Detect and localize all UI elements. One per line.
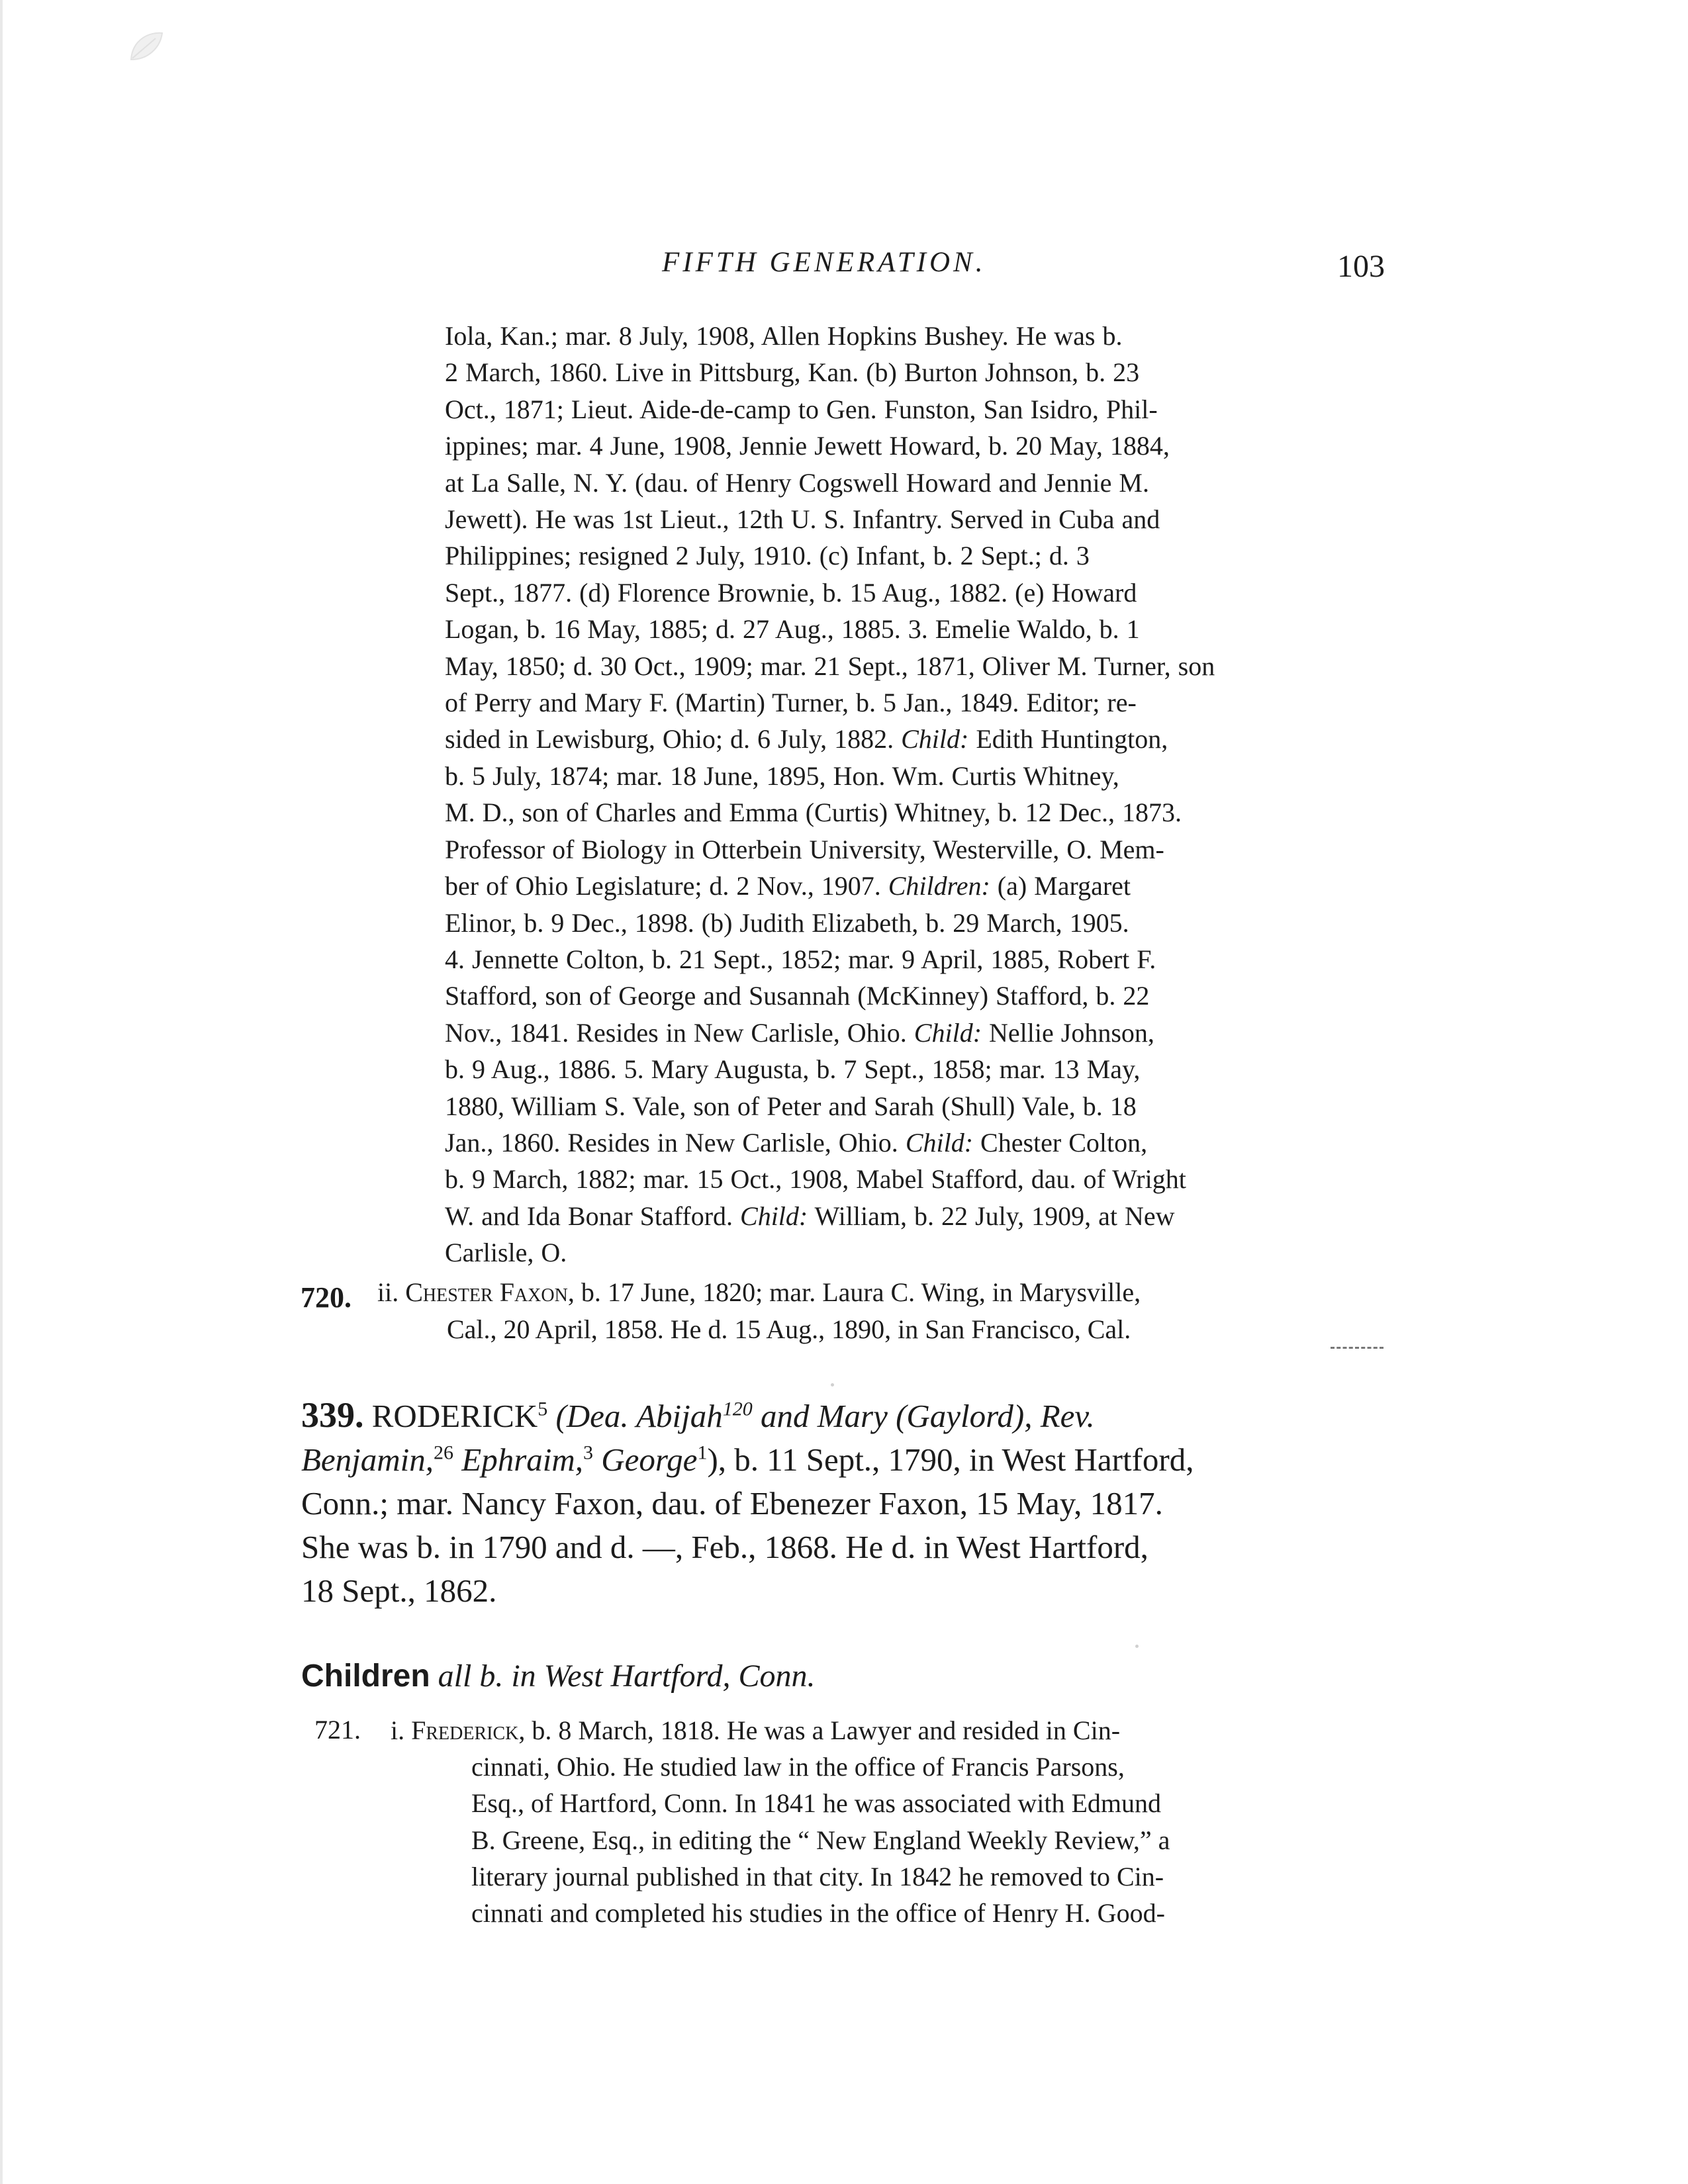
text-fragment: , b. 11 Sept., 1790, in West Hartford,: [718, 1441, 1194, 1478]
text-line: Iola, Kan.; mar. 8 July, 1908, Allen Hopkins Bushey. He was b.: [445, 321, 1123, 351]
ancestor-text: Benjamin,: [301, 1441, 434, 1478]
text-line: of Perry and Mary F. (Martin) Turner, b. 5 Jan., 1849. Editor; re-: [445, 688, 1137, 718]
child-label: Child:: [905, 1127, 974, 1158]
text-line: Jewett). He was 1st Lieut., 12th U. S. Infantry. Served in Cuba and: [445, 504, 1160, 535]
text-line: Sept., 1877. (d) Florence Brownie, b. 15 Aug., 1882. (e) Howard: [445, 577, 1137, 608]
ancestor-text: George: [593, 1441, 698, 1478]
text-line: Oct., 1871; Lieut. Aide-de-camp to Gen. Funston, San Isidro, Phil-: [445, 394, 1158, 424]
text-line: b. 5 July, 1874; mar. 18 June, 1895, Hon. Wm. Curtis Whitney,: [445, 760, 1119, 791]
text-fragment: ber of Ohio Legislature; d. 2 Nov., 1907.: [445, 871, 888, 901]
text-line: Stafford, son of George and Susannah (McKinney) Stafford, b. 22: [445, 981, 1150, 1011]
entry-roman: i.: [391, 1715, 405, 1745]
ref-sup: 120: [722, 1398, 753, 1420]
text-fragment: Nov., 1841. Resides in New Carlisle, Ohio.: [445, 1017, 914, 1048]
text-line: Cal., 20 April, 1858. He d. 15 Aug., 1890, in San Francisco, Cal.: [447, 1314, 1131, 1344]
entry-721: [391, 1712, 1383, 1931]
text-line: Philippines; resigned 2 July, 1910. (c) Infant, b. 2 Sept.; d. 3: [445, 541, 1090, 571]
text-line: b. 9 Aug., 1886. 5. Mary Augusta, b. 7 Sept., 1858; mar. 13 May,: [445, 1054, 1141, 1085]
ref-sup: 1: [697, 1441, 708, 1464]
running-title: FIFTH GENERATION.: [662, 247, 986, 278]
text-line: B. Greene, Esq., in editing the “ New England Weekly Review,” a: [471, 1825, 1170, 1855]
page-number: 103: [1337, 249, 1385, 284]
entry-name: Chester Faxon,: [405, 1277, 575, 1307]
text-fragment: sided in Lewisburg, Ohio; d. 6 July, 1882.: [445, 724, 902, 754]
entry-number-720: 720.: [301, 1281, 352, 1314]
text-fragment: Jan., 1860. Resides in New Carlisle, Ohio.: [445, 1127, 906, 1158]
text-fragment: (a) Margaret: [990, 871, 1131, 901]
entry-roman: ii.: [377, 1277, 399, 1307]
text-line: Carlisle, O.: [445, 1238, 567, 1268]
text-line: Professor of Biology in Otterbein University, Westerville, O. Mem-: [445, 834, 1164, 864]
generation-sup: 5: [538, 1398, 548, 1420]
children-heading: [301, 1658, 816, 1694]
children-heading-italic: all b. in West Hartford, Conn.: [430, 1659, 816, 1694]
text-line: She was b. in 1790 and d. —, Feb., 1868. He d. in West Hartford,: [301, 1529, 1149, 1565]
text-line: at La Salle, N. Y. (dau. of Henry Cogswell Howard and Jennie M.: [445, 467, 1149, 498]
family-number: 339.: [301, 1395, 364, 1435]
text-line: 4. Jennette Colton, b. 21 Sept., 1852; mar. 9 April, 1885, Robert F.: [445, 944, 1156, 974]
parents-text: (Dea. Abijah: [555, 1398, 723, 1434]
continuation-paragraph: [445, 318, 1388, 1271]
text-line: Elinor, b. 9 Dec., 1898. (b) Judith Elizabeth, b. 29 March, 1905.: [445, 907, 1129, 938]
text-line: cinnati and completed his studies in the office of Henry H. Good-: [471, 1898, 1165, 1929]
text-fragment: W. and Ida Bonar Stafford.: [445, 1201, 741, 1231]
text-line: 18 Sept., 1862.: [301, 1572, 497, 1609]
paper-speck: [1135, 1645, 1139, 1648]
text-fragment: ): [707, 1441, 718, 1478]
ref-sup: 26: [434, 1441, 454, 1464]
text-line: Esq., of Hartford, Conn. In 1841 he was associated with Edmund: [471, 1788, 1162, 1819]
text-line: Conn.; mar. Nancy Faxon, dau. of Ebenezer Faxon, 15 May, 1817.: [301, 1485, 1163, 1522]
text-line: Logan, b. 16 May, 1885; d. 27 Aug., 1885. 3. Emelie Waldo, b. 1: [445, 614, 1140, 645]
parents-text: and Mary (Gaylord), Rev.: [752, 1398, 1095, 1434]
text-fragment: b. 8 March, 1818. He was a Lawyer and resided in Cin-: [525, 1715, 1121, 1745]
family-head-name: RODERICK: [363, 1398, 538, 1434]
text-fragment: Edith Huntington,: [968, 724, 1168, 754]
text-line: M. D., son of Charles and Emma (Curtis) Whitney, b. 12 Dec., 1873.: [445, 797, 1182, 828]
leaf-watermark-icon: [126, 26, 165, 66]
text-line: 2 March, 1860. Live in Pittsburg, Kan. (b) Burton Johnson, b. 23: [445, 357, 1140, 388]
text-line: cinnati, Ohio. He studied law in the office of Francis Parsons,: [471, 1752, 1125, 1782]
text-fragment: William, b. 22 July, 1909, at New: [808, 1201, 1175, 1231]
text-line: 1880, William S. Vale, son of Peter and Sarah (Shull) Vale, b. 18: [445, 1091, 1137, 1121]
child-label: Child:: [914, 1017, 982, 1048]
children-heading-bold: Children: [301, 1659, 430, 1694]
child-label: Child:: [901, 724, 969, 754]
entry-number-721: 721.: [314, 1715, 361, 1745]
page-edge: [0, 0, 3, 2184]
text-line: b. 9 March, 1882; mar. 15 Oct., 1908, Mabel Stafford, dau. of Wright: [445, 1164, 1186, 1195]
ref-sup: 3: [583, 1441, 594, 1464]
ancestor-text: Ephraim,: [453, 1441, 584, 1478]
family-paragraph-339: [301, 1393, 1387, 1613]
text-fragment: Chester Colton,: [973, 1127, 1148, 1158]
text-line: May, 1850; d. 30 Oct., 1909; mar. 21 Sept., 1871, Oliver M. Turner, son: [445, 651, 1215, 681]
child-label: Child:: [740, 1201, 808, 1231]
text-fragment: b. 17 June, 1820; mar. Laura C. Wing, in Marysville,: [574, 1277, 1141, 1307]
paper-speck: [831, 1383, 834, 1387]
text-fragment: Nellie Johnson,: [982, 1017, 1154, 1048]
dashed-mark: [1331, 1347, 1383, 1349]
text-line: literary journal published in that city. In 1842 he removed to Cin-: [471, 1861, 1164, 1891]
children-label: Children:: [888, 871, 990, 901]
entry-720: [377, 1274, 1387, 1348]
text-line: ippines; mar. 4 June, 1908, Jennie Jewett Howard, b. 20 May, 1884,: [445, 431, 1170, 461]
entry-name: Frederick,: [411, 1715, 526, 1745]
